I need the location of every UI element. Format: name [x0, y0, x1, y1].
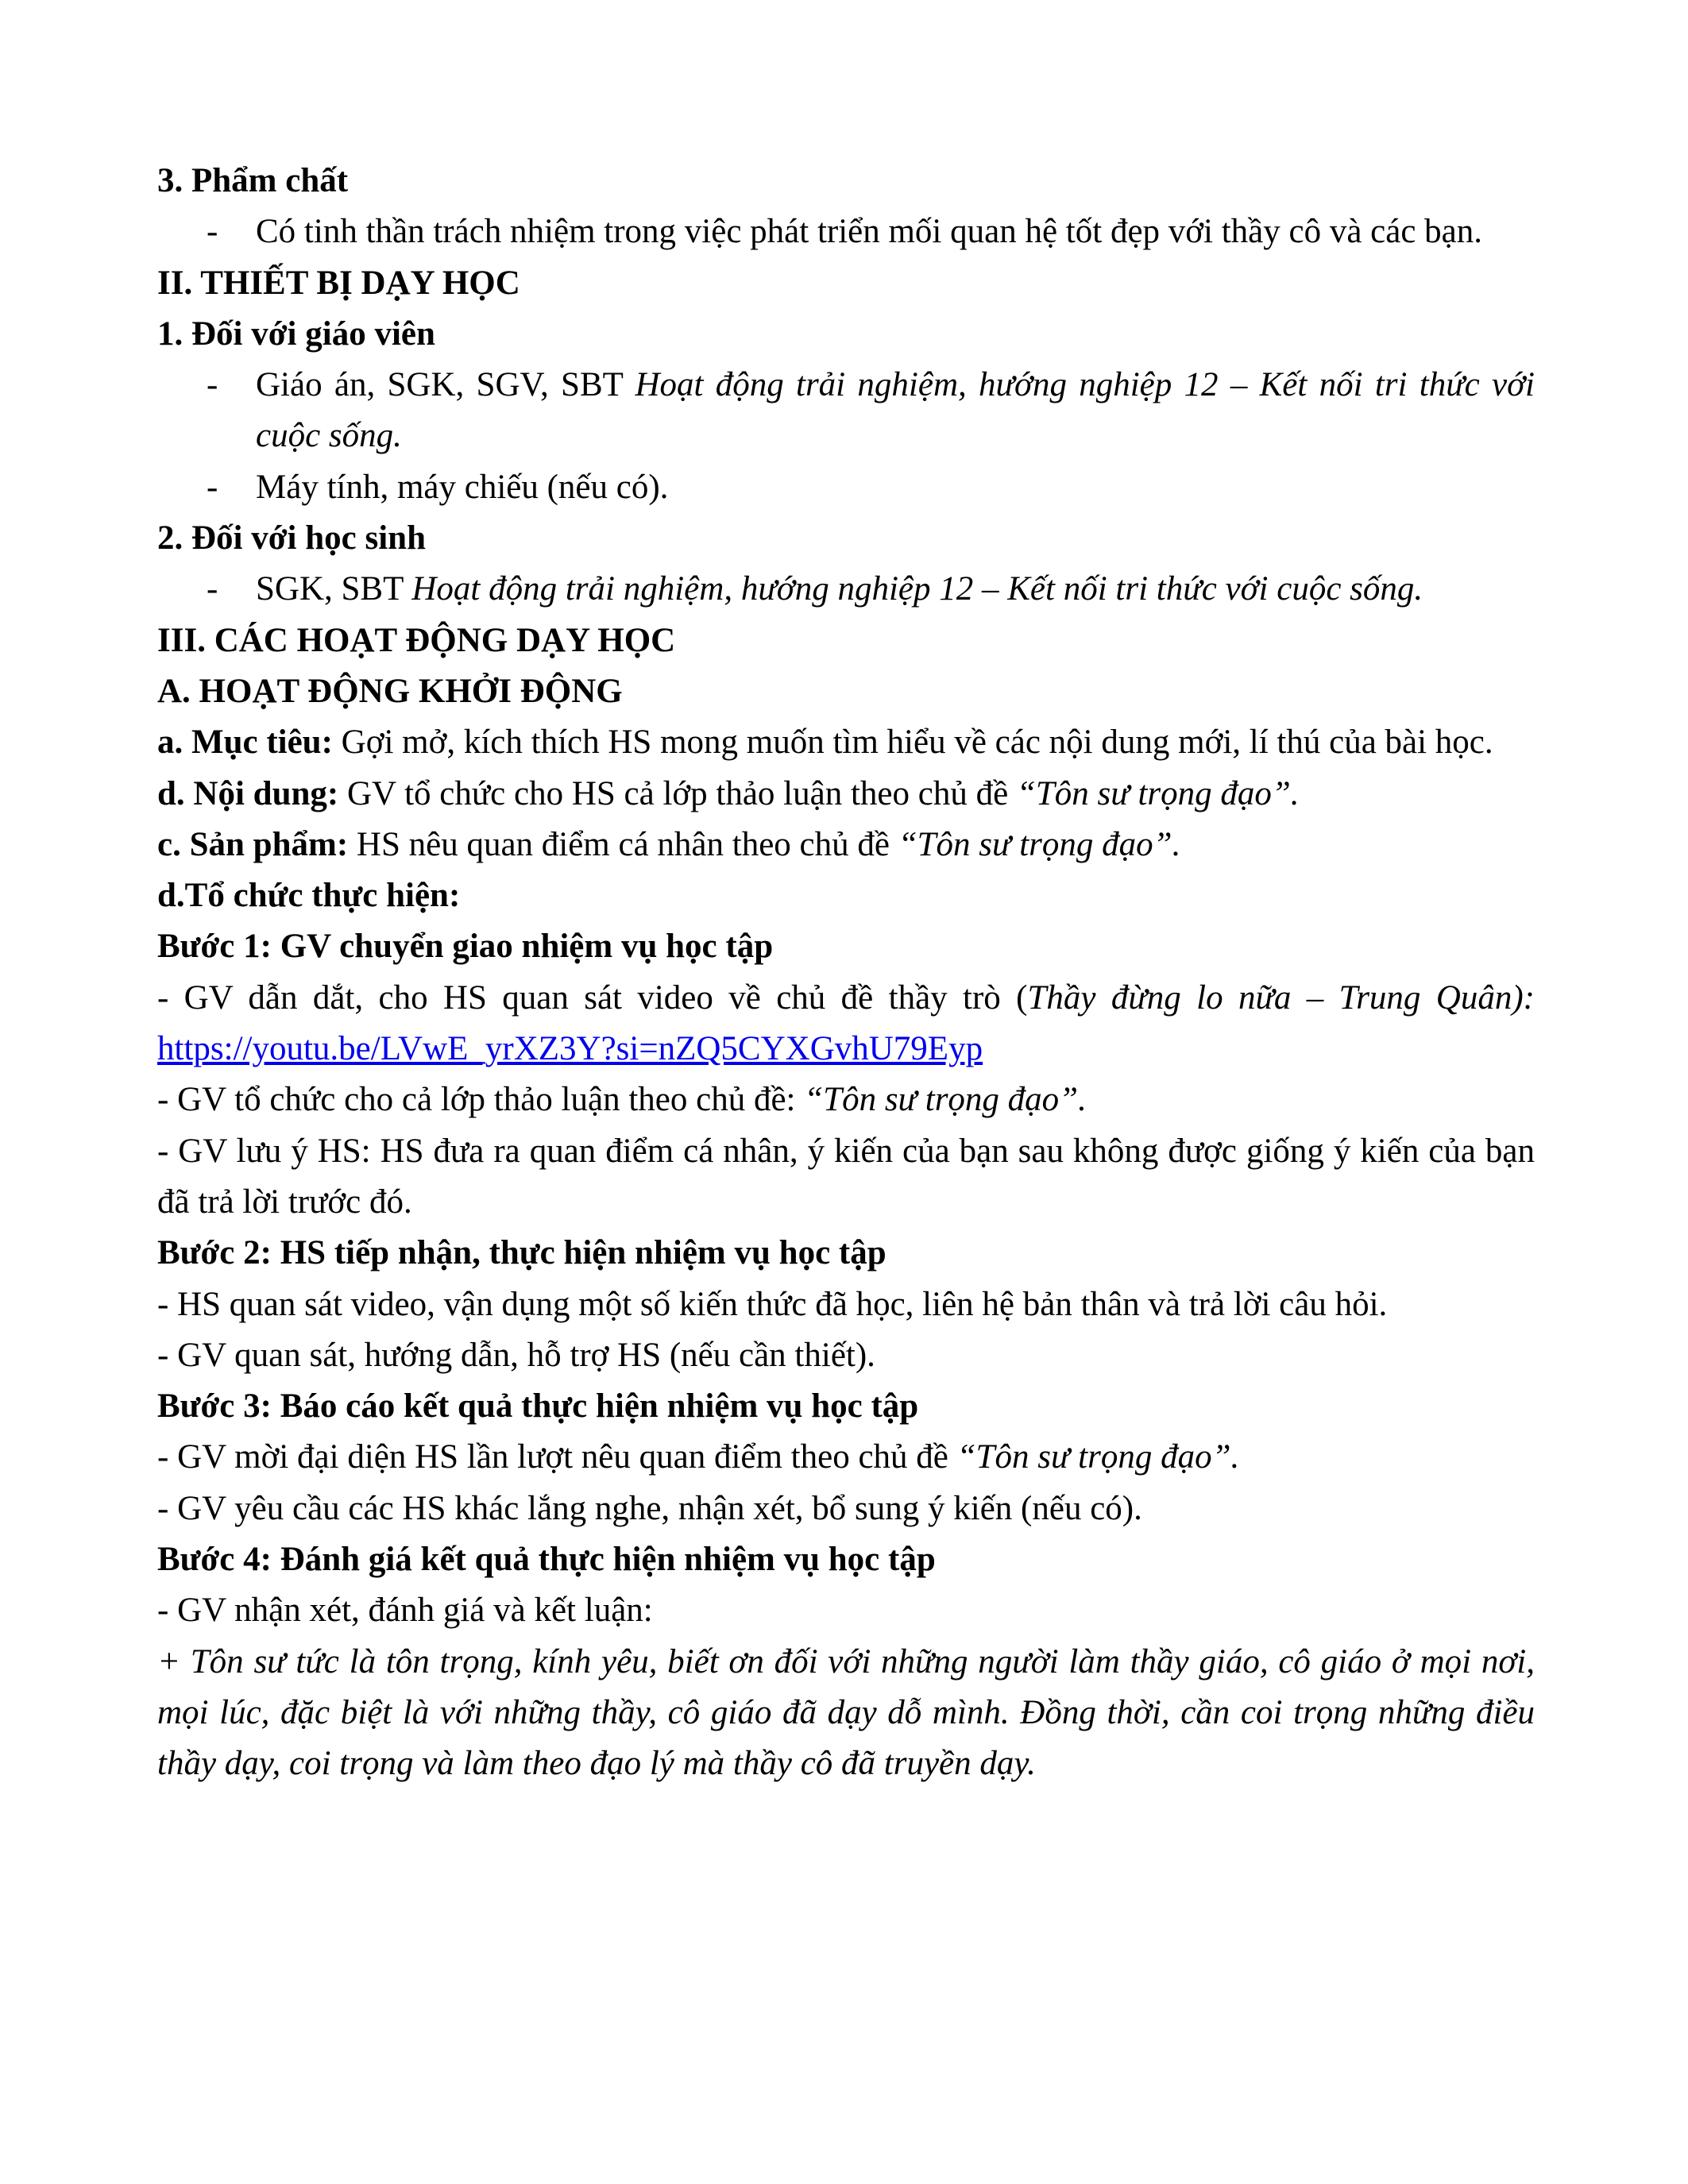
paragraph: - GV nhận xét, đánh giá và kết luận:	[157, 1592, 653, 1630]
text: GV tổ chức cho HS cả lớp thảo luận theo chủ đề	[338, 774, 1017, 812]
label: c. Sản phẩm:	[157, 825, 349, 863]
buoc-4: Bước 4: Đánh giá kết quả thực hiện nhiệm vụ học tập	[157, 1541, 936, 1579]
text: + Tôn sư tức là tôn trọng, kính yêu, biết ơn đối với những người làm thầy giáo, cô giáo ở mọi nơi, mọi lúc, đặc biệt là với những thầy, cô giáo đã dạy dỗ mình. Đồng thời, cần coi trọng những điều thầy dạy, coi trọng và làm theo đạo lý mà thầy cô đã truyền dạy.	[157, 1642, 1535, 1783]
paragraph	[157, 1075, 1535, 1125]
heading-giao-vien: 1. Đối với giáo viên	[157, 314, 435, 353]
text: SGK, SBT	[256, 570, 412, 608]
paragraph: - GV lưu ý HS: HS đưa ra quan điểm cá nhân, ý kiến của bạn sau không được giống ý kiến của bạn đã trả lời trước đó.	[157, 1132, 1535, 1221]
bullet-item: - Máy tính, máy chiếu (nếu có).	[157, 462, 1535, 513]
paragraph	[157, 973, 1535, 1075]
paragraph	[157, 1432, 1535, 1483]
noi-dung	[157, 769, 1535, 820]
muc-tieu	[157, 717, 1535, 768]
heading-hoc-sinh: 2. Đối với học sinh	[157, 519, 427, 558]
text: - GV tổ chức cho cả lớp thảo luận theo chủ đề:	[157, 1081, 805, 1119]
book-title: Hoạt động trải nghiệm, hướng nghiệp 12 – Kết nối tri thức với cuộc sống.	[411, 570, 1423, 608]
topic: “Tôn sư trọng đạo”.	[804, 1081, 1087, 1119]
video-link[interactable]: https://youtu.be/LVwE_yrXZ3Y?si=nZQ5CYXGvhU79Eyp	[157, 1030, 983, 1068]
bullet-item: - Có tinh thần trách nhiệm trong việc phát triển mối quan hệ tốt đẹp với thầy cô và các bạn.	[157, 206, 1535, 257]
text: Gợi mở, kích thích HS mong muốn tìm hiểu về các nội dung mới, lí thú của bài học.	[332, 723, 1493, 762]
text: - GV dẫn dắt, cho HS quan sát video về chủ đề thầy trò (	[157, 978, 1028, 1017]
book-title: Hoạt động trải nghiệm, hướng nghiệp 12 – Kết nối tri thức với cuộc sống.	[256, 366, 1535, 455]
paragraph: - GV yêu cầu các HS khác lắng nghe, nhận xét, bổ sung ý kiến (nếu có).	[157, 1489, 1142, 1527]
text: - GV mời đại diện HS lần lượt nêu quan điểm theo chủ đề	[157, 1438, 957, 1476]
text: HS nêu quan điểm cá nhân theo chủ đề	[348, 825, 898, 863]
text: Giáo án, SGK, SGV, SBT	[256, 366, 635, 404]
label: a. Mục tiêu:	[157, 723, 333, 762]
topic: “Tôn sư trọng đạo”.	[1016, 774, 1300, 812]
to-chuc: d.Tổ chức thực hiện:	[157, 877, 461, 915]
topic: “Tôn sư trọng đạo”.	[898, 825, 1181, 863]
label: d. Nội dung:	[157, 774, 339, 812]
buoc-3: Bước 3: Báo cáo kết quả thực hiện nhiệm vụ học tập	[157, 1387, 919, 1426]
buoc-2: Bước 2: HS tiếp nhận, thực hiện nhiệm vụ học tập	[157, 1234, 886, 1272]
heading-thiet-bi: II. THIẾT BỊ DẠY HỌC	[157, 264, 520, 302]
heading-khoi-dong: A. HOẠT ĐỘNG KHỞI ĐỘNG	[157, 672, 623, 710]
paragraph: - GV quan sát, hướng dẫn, hỗ trợ HS (nếu cần thiết).	[157, 1336, 875, 1374]
video-title: Thầy đừng lo nữa – Trung Quân):	[1027, 978, 1535, 1017]
bullet-item	[157, 564, 1535, 615]
heading-hoat-dong: III. CÁC HOẠT ĐỘNG DẠY HỌC	[157, 621, 676, 659]
bullet-item	[157, 360, 1535, 462]
document-page	[157, 156, 1535, 1790]
topic: “Tôn sư trọng đạo”.	[956, 1438, 1240, 1476]
paragraph: - HS quan sát video, vận dụng một số kiến thức đã học, liên hệ bản thân và trả lời câu hỏi.	[157, 1285, 1388, 1323]
san-pham	[157, 820, 1535, 870]
heading-pham-chat: 3. Phẩm chất	[157, 162, 349, 199]
buoc-1: Bước 1: GV chuyển giao nhiệm vụ học tập	[157, 928, 774, 966]
conclusion	[157, 1637, 1535, 1790]
